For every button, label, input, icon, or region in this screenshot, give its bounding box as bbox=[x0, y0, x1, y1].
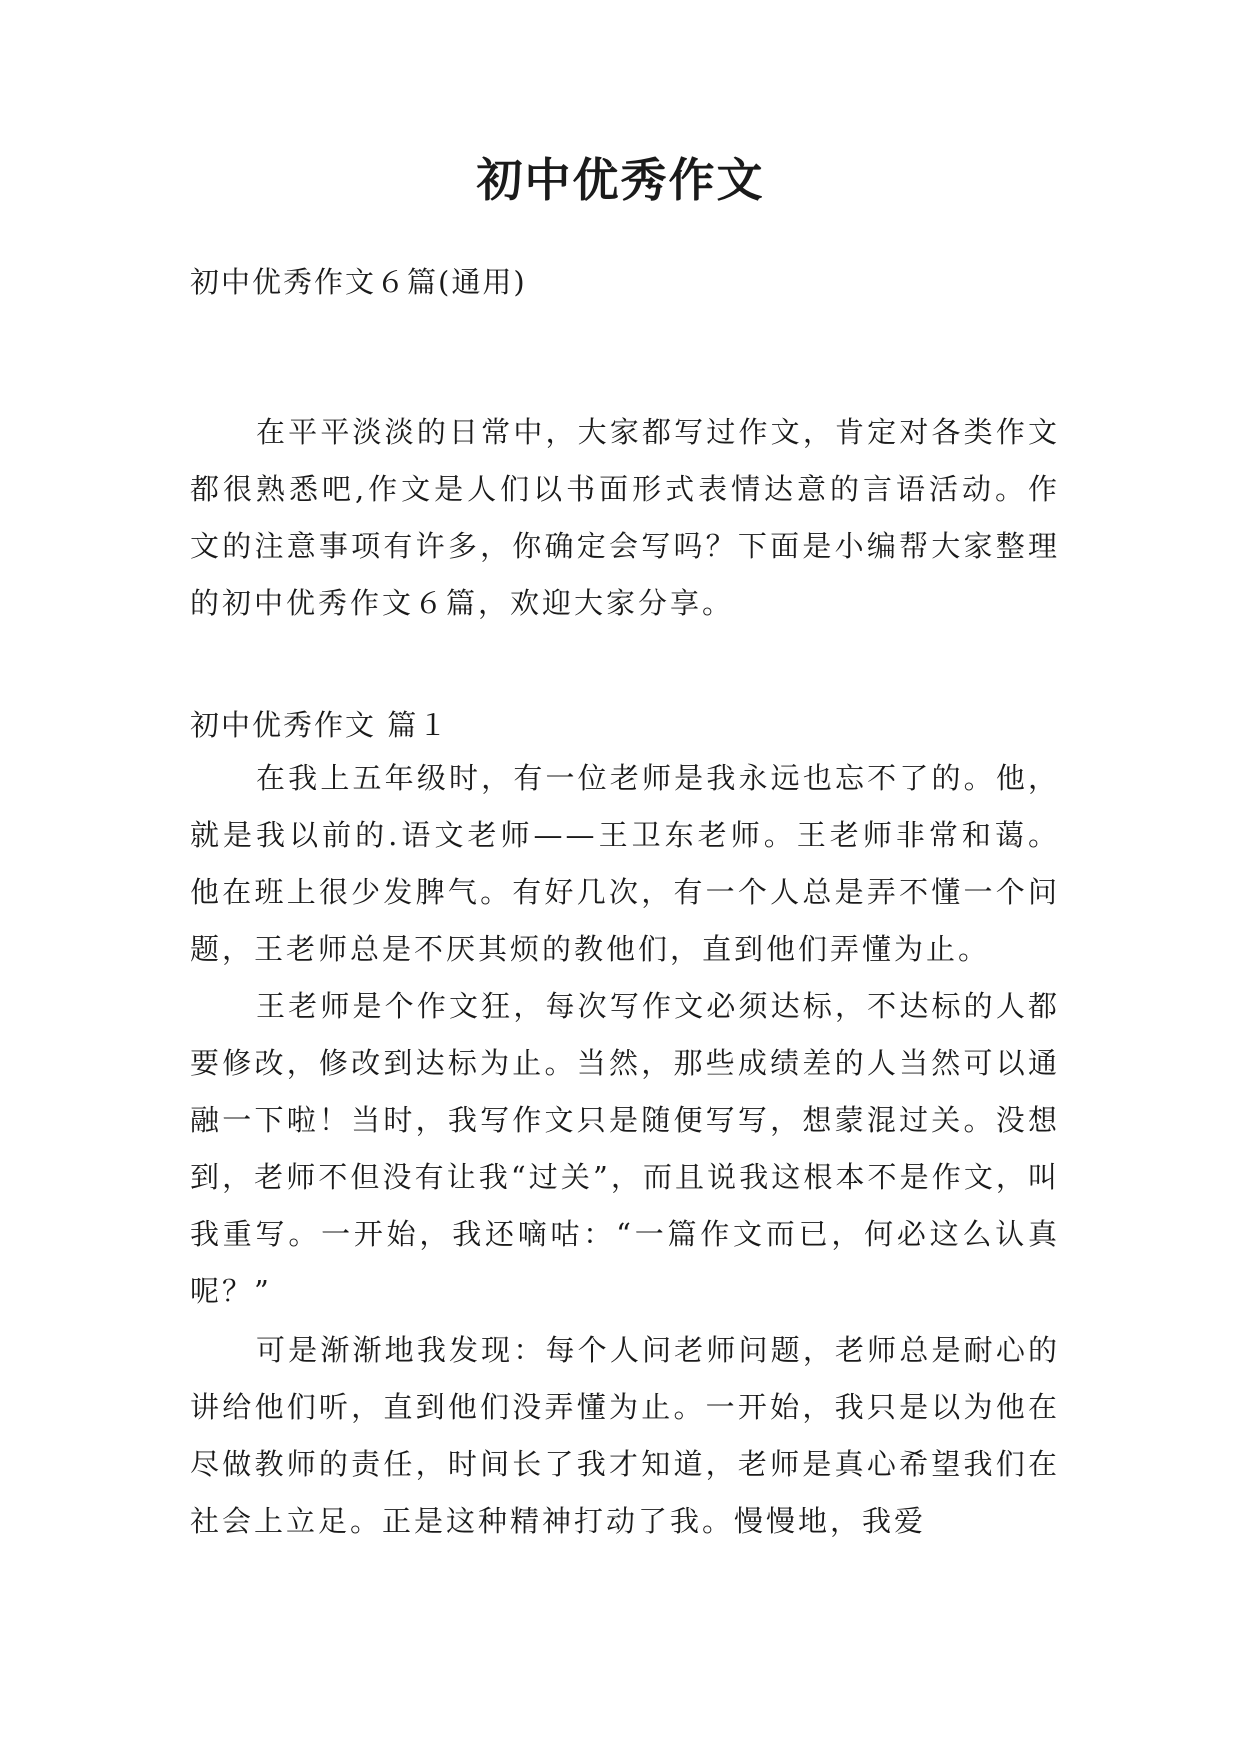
body-paragraph-2: 王老师是个作文狂，每次写作文必须达标，不达标的人都要修改，修改到达标为止。当然，那些成绩差的人当然可以通融一下啦！当时，我写作文只是随便写写，想蒙混过关。没想到，老师不但没有让我“过关”，而且说我这根本不是作文，叫我重写。一开始，我还嘀咕：“一篇作文而已，何必这么认真呢？” bbox=[190, 989, 1060, 1308]
document-title: 初中优秀作文 bbox=[476, 153, 765, 207]
body-paragraph-3: 可是渐渐地我发现：每个人问老师问题，老师总是耐心的讲给他们听，直到他们没弄懂为止。一开始，我只是以为他在尽做教师的责任，时间长了我才知道，老师是真心希望我们在社会上立足。正是这种精神打动了我。慢慢地，我爱 bbox=[190, 1333, 1060, 1538]
document-subtitle: 初中优秀作文６篇(通用) bbox=[190, 265, 527, 299]
body-paragraph-1: 在我上五年级时，有一位老师是我永远也忘不了的。他，就是我以前的.语文老师——王卫东老师。王老师非常和蔼。他在班上很少发脾气。有好几次，有一个人总是弄不懂一个问题，王老师总是不厌其烦的教他们，直到他们弄懂为止。 bbox=[190, 761, 1060, 966]
intro-paragraph: 在平平淡淡的日常中，大家都写过作文，肯定对各类作文都很熟悉吧,作文是人们以书面形式表情达意的言语活动。作文的注意事项有许多，你确定会写吗？下面是小编帮大家整理的初中优秀作文６篇，欢迎大家分享。 bbox=[190, 415, 1060, 620]
section-heading: 初中优秀作文 篇１ bbox=[190, 708, 450, 742]
